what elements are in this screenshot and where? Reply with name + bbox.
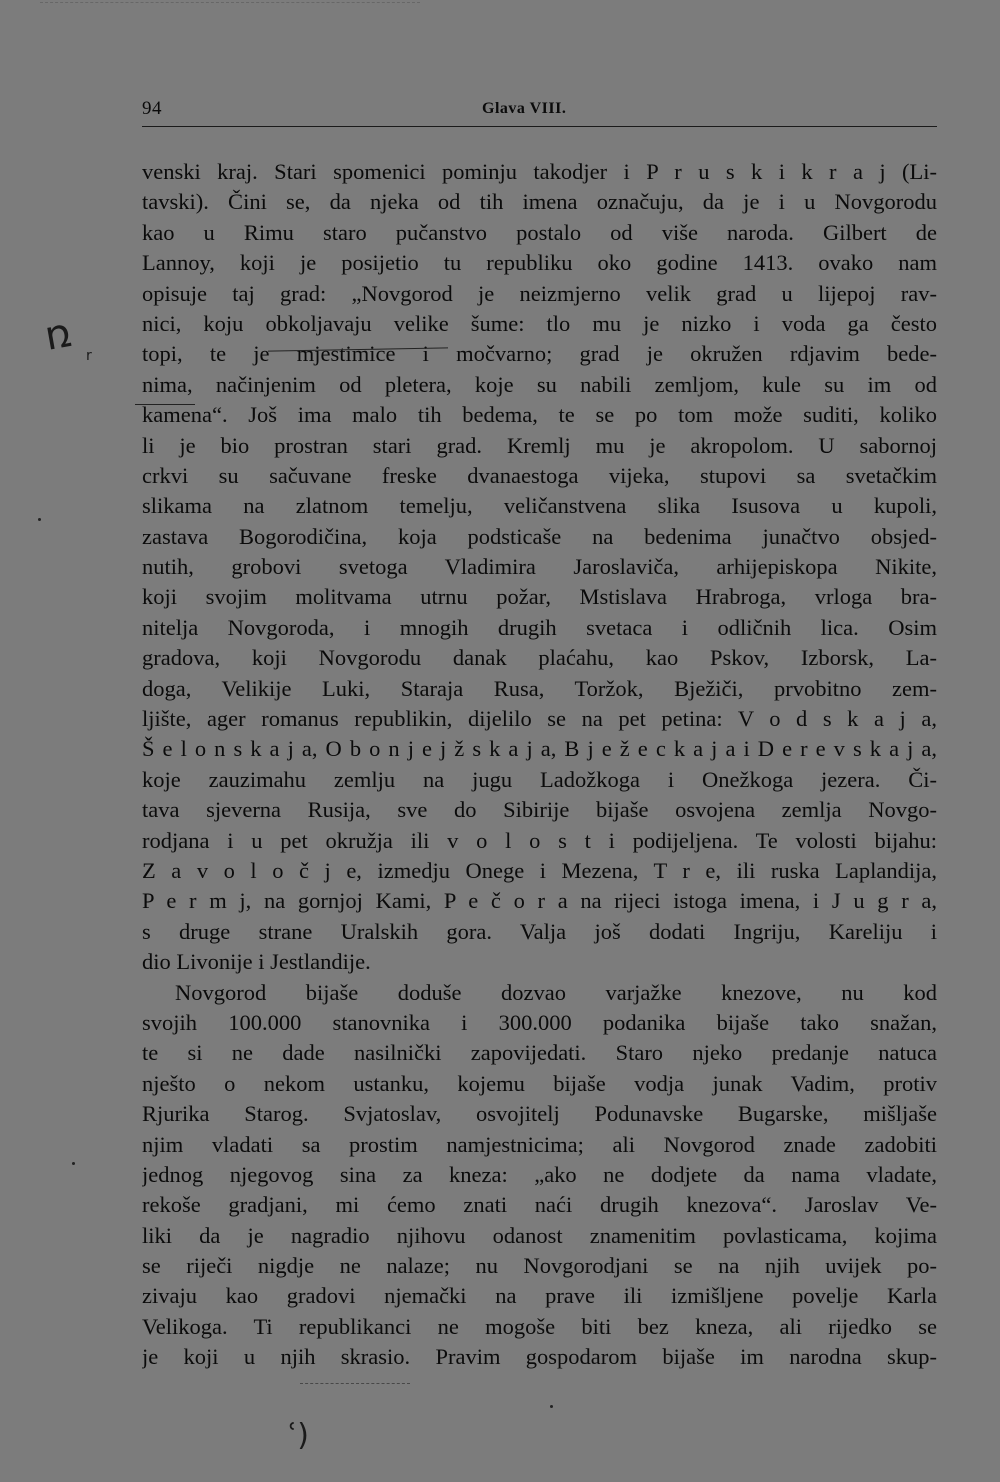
text-line: crkvi su sačuvane freske dvanaestoga vijeka, stupovi sa svetačkim (142, 462, 937, 488)
running-head: Glava VIII. (482, 100, 567, 117)
text-line: nitelja Novgoroda, i mnogih drugih svetaca i odličnih lica. Osim (142, 614, 937, 640)
text-line: s druge strane Uralskih gora. Valja još dodati Ingriju, Kareliju i (142, 918, 937, 944)
text-line: P e r m j, na gornjoj Kami, P e č o r a na rijeci istoga imena, i J u g r a, (142, 888, 937, 914)
text-line: liki da je nagradio njihovu odanost znamenitim povlasticama, kojima (142, 1222, 937, 1248)
text-line: Velikoga. Ti republikanci ne mogoše biti bez kneza, ali rijedko se (142, 1313, 937, 1339)
text-line: koje zauzimahu zemlju na jugu Ladožkoga i Onežkoga jezera. Či- (142, 766, 937, 792)
text-line: se riječi nigdje ne nalaze; nu Novgorodjani se na njih uvijek po- (142, 1253, 937, 1279)
text-line: tavski). Čini se, da njeka od tih imena označuju, da je i u Novgorodu (142, 189, 937, 215)
text-line: koji svojim molitvama utrnu požar, Mstislava Hrabroga, vrloga bra- (142, 584, 937, 610)
text-line: Lannoy, koji je posijetio tu republiku oko godine 1413. ovako nam (142, 250, 937, 276)
text-line: topi, te je mjestimice i močvarno; grad je okružen rdjavim bede- (142, 341, 937, 367)
scan-speck (550, 1405, 553, 1408)
text-line: rodjana i u pet okružja ili v o l o s t i podijeljena. Te volosti bijahu: (142, 827, 937, 853)
page-header (142, 98, 937, 128)
scan-edge-artifact (40, 2, 420, 17)
text-line: slikama na zlatnom temelju, veličanstvena slika Isusova u kupoli, (142, 493, 937, 519)
text-line: li je bio prostran stari grad. Kremlj mu je akropolom. U sabornoj (142, 432, 937, 458)
text-line: venski kraj. Stari spomenici pominju takodjer i P r u s k i k r a j (Li- (142, 159, 937, 184)
text-line: svojih 100.000 stanovnika i 300.000 podanika bijaše tako snažan, (142, 1009, 937, 1035)
text-line: opisuje taj grad: „Novgorod je neizmjerno velik grad u lijepoj rav- (142, 280, 937, 306)
header-rule (142, 126, 937, 127)
margin-annotation-icon: ռ (41, 310, 75, 360)
text-line: nutih, grobovi svetoga Vladimira Jaroslaviča, arhijepiskopa Nikite, (142, 554, 937, 580)
body-text (142, 157, 937, 1373)
text-line: kamena“. Još ima malo tih bedema, te se po tom može suditi, koliko (142, 402, 937, 428)
text-line: nješto o nekom ustanku, kojemu bijaše vodja junak Vadim, protiv (142, 1070, 937, 1096)
text-line: ljište, ager romanus republikin, dijelilo se na pet petina: V o d s k a j a, (142, 706, 937, 732)
text-line: tava sjeverna Rusija, sve do Sibirije bijaše osvojena zemlja Novgo- (142, 797, 937, 823)
handwritten-underline (135, 404, 195, 405)
bottom-pencil-mark-icon: ʿ) (288, 1418, 309, 1453)
text-line: jednog njegovog sina za kneza: „ako ne dodjete da nama vladate, (142, 1161, 937, 1187)
page-number: 94 (142, 98, 162, 119)
scan-edge-artifact (300, 1383, 410, 1384)
margin-tick-icon: r (86, 348, 92, 364)
text-line: nici, koju obkoljavaju velike šume: tlo mu je nizko i voda ga često (142, 310, 937, 336)
text-line: dio Livonije i Jestlandije. (142, 949, 371, 975)
text-line: zastava Bogorodičina, koja podsticaše na bedenima junačtvo obsjed- (142, 523, 937, 549)
text-line: nima, načinjenim od pletera, koje su nabili zemljom, kule su im od (142, 371, 937, 397)
text-line: te si ne dade nasilnički zapovijedati. Staro njeko predanje natuca (142, 1040, 937, 1066)
text-line: zivaju kao gradovi njemački na prave ili izmišljene povelje Karla (142, 1283, 937, 1309)
text-line: kao u Rimu staro pučanstvo postalo od više naroda. Gilbert de (142, 219, 937, 245)
scan-speck (38, 518, 41, 521)
text-line: je koji u njih skrasio. Pravim gospodarom bijaše im narodna skup- (142, 1344, 937, 1370)
text-line: Š e l o n s k a j a, O b o n j e j ž s k a j a, B j e ž e c k a j a i D e r e v s k a j a, (142, 736, 937, 762)
text-line: njim vladati sa prostim namjestnicima; ali Novgorod znade zadobiti (142, 1131, 937, 1157)
text-line: Z a v o l o č j e, izmedju Onege i Mezena, T r e, ili ruska Laplandija, (142, 857, 937, 883)
text-line: gradova, koji Novgorodu danak plaćahu, kao Pskov, Izborsk, La- (142, 645, 937, 671)
scan-speck (72, 1162, 75, 1165)
text-line: rekoše gradjani, mi ćemo znati naći drugih knezova“. Jaroslav Ve- (142, 1192, 937, 1218)
text-line: doga, Velikije Luki, Staraja Rusa, Toržok, Bježiči, prvobitno zem- (142, 675, 937, 701)
text-line: Rjurika Starog. Svjatoslav, osvojitelj Podunavske Bugarske, mišljaše (142, 1101, 937, 1127)
text-line: Novgorod bijaše doduše dozvao varjažke knezove, nu kod (175, 979, 937, 1005)
